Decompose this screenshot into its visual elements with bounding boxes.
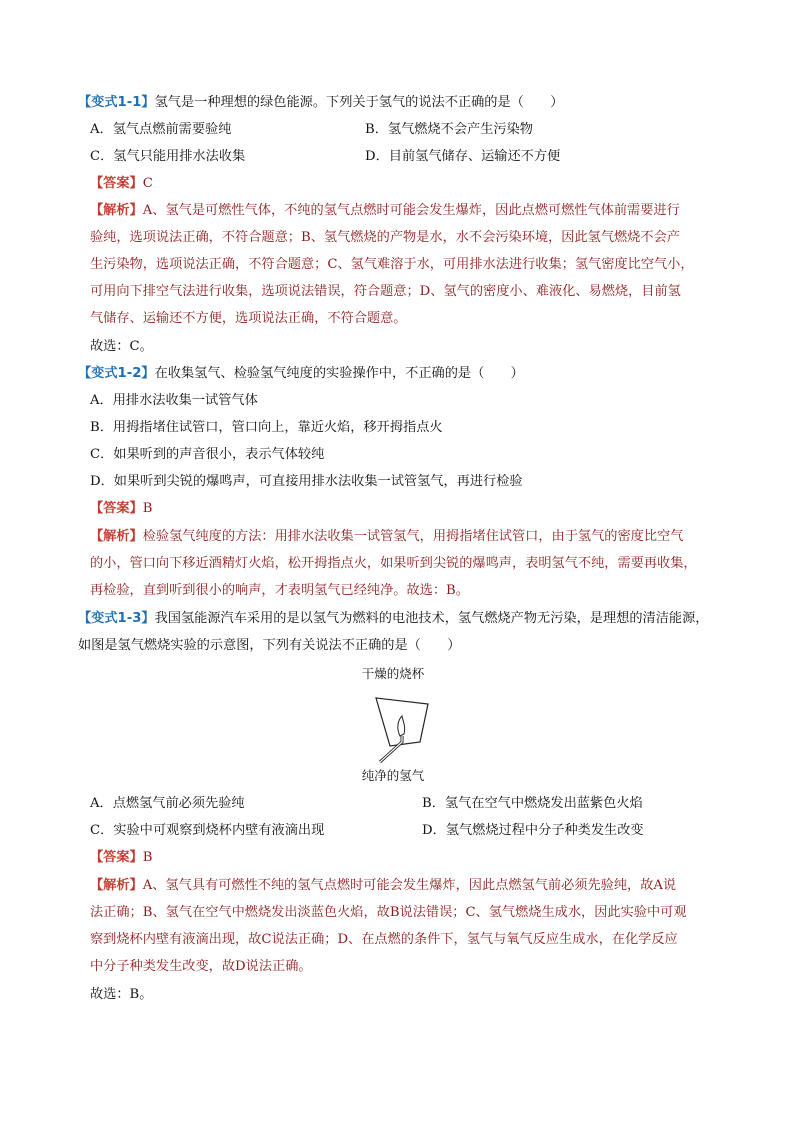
answer-line xyxy=(90,848,152,868)
question-text: 在收集氢气、检验氢气纯度的实验操作中，不正确的是（ ） xyxy=(154,366,524,381)
analysis-tag: 【解析】 xyxy=(90,878,143,893)
analysis-tag: 【解析】 xyxy=(90,203,143,218)
answer-value: B xyxy=(142,850,153,865)
option-a: A．氢气点燃前需要验纯 xyxy=(90,122,232,137)
option-b: B．氢气燃烧不会产生污染物 xyxy=(365,122,533,137)
question-text: 氢气是一种理想的绿色能源。下列关于氢气的说法不正确的是（ ） xyxy=(154,95,564,110)
answer-tag: 【答案】 xyxy=(90,176,143,191)
question-1-3-stem xyxy=(78,609,708,629)
analysis-line: 法正确；B、氢气在空气中燃烧发出淡蓝色火焰，故B说法错误；C、氢气燃烧生成水，因此实验中可观 xyxy=(90,905,687,920)
gas-tube-icon xyxy=(380,736,402,762)
analysis-line: 中分子种类发生改变，故D说法正确。 xyxy=(90,959,312,974)
answer-value: C xyxy=(142,176,153,191)
option-b: B．用拇指堵住试管口，管口向上，靠近火焰，移开拇指点火 xyxy=(90,420,443,435)
option-d: D．目前氢气储存、运输还不方便 xyxy=(365,149,561,164)
option-a: A．用排水法收集一试管气体 xyxy=(90,393,258,408)
question-text: 我国氢能源汽车采用的是以氢气为燃料的电池技术，氢气燃烧产物无污染，是理想的清洁能源， xyxy=(154,611,709,626)
figure-label-hydrogen: 纯净的氢气 xyxy=(361,768,425,783)
hydrogen-combustion-figure xyxy=(340,660,460,790)
option-c: C．实验中可观察到烧杯内壁有液滴出现 xyxy=(90,823,325,838)
option-c: C．氢气只能用排水法收集 xyxy=(90,149,246,164)
question-1-2-stem xyxy=(78,364,524,384)
answer-value: B xyxy=(142,501,153,516)
analysis-line: 【解析】检验氢气纯度的方法：用排水法收集一试管氢气，用拇指堵住试管口，由于氢气的密度比空气 xyxy=(90,529,684,544)
answer-line xyxy=(90,499,152,519)
analysis-line: 验纯，选项说法正确，不符合题意；B、氢气燃烧的产物是水，水不会污染环境，因此氢气燃烧不会产 xyxy=(90,230,680,245)
question-tag: 【变式1-1】 xyxy=(78,95,155,110)
answer-line xyxy=(90,174,153,194)
question-tag: 【变式1-3】 xyxy=(78,611,155,626)
answer-tag: 【答案】 xyxy=(90,850,143,865)
option-d: D．氢气燃烧过程中分子种类发生改变 xyxy=(422,823,644,838)
analysis-line: 生污染物，选项说法正确，不符合题意；C、氢气难溶于水，可用排水法进行收集；氢气密度比空气小， xyxy=(90,257,694,272)
question-tag: 【变式1-2】 xyxy=(78,366,155,381)
flame-icon xyxy=(398,716,405,736)
figure-label-beaker: 干燥的烧杯 xyxy=(361,666,425,681)
option-d: D．如果听到尖锐的爆鸣声，可直接用排水法收集一试管氢气，再进行检验 xyxy=(90,474,523,489)
analysis-line: 的小，管口向下移近酒精灯火焰，松开拇指点火，如果听到尖锐的爆鸣声，表明氢气不纯，需要再收集， xyxy=(90,556,697,571)
analysis-line: 察到烧杯内壁有液滴出现，故C说法正确；D、在点燃的条件下，氢气与氧气反应生成水，在化学反应 xyxy=(90,932,678,947)
question-1-1-stem xyxy=(78,93,563,113)
question-text-continued: 如图是氢气燃烧实验的示意图，下列有关说法不正确的是（ ） xyxy=(78,638,461,653)
analysis-line: 【解析】A、氢气是可燃性气体，不纯的氢气点燃时可能会发生爆炸，因此点燃可燃性气体前需要进行 xyxy=(90,203,680,218)
answer-tag: 【答案】 xyxy=(90,501,143,516)
conclusion-line: 故选：C。 xyxy=(90,339,153,354)
analysis-line: 气储存、运输还不方便，选项说法正确，不符合题意。 xyxy=(90,311,407,326)
analysis-line: 再检验，直到听到很小的响声，才表明氢气已经纯净。故选：B。 xyxy=(90,583,469,598)
option-a: A．点燃氢气前必须先验纯 xyxy=(90,796,245,811)
analysis-tag: 【解析】 xyxy=(90,529,143,544)
analysis-line: 【解析】A、氢气具有可燃性不纯的氢气点燃时可能会发生爆炸，因此点燃氢气前必须先验纯，故A说 xyxy=(90,878,677,893)
conclusion-line: 故选：B。 xyxy=(90,987,153,1002)
option-b: B．氢气在空气中燃烧发出蓝紫色火焰 xyxy=(422,796,643,811)
option-c: C．如果听到的声音很小，表示气体较纯 xyxy=(90,447,325,462)
analysis-line: 可用向下排空气法进行收集，选项说法错误，符合题意；D、氢气的密度小、难液化、易燃烧，目前氢 xyxy=(90,284,681,299)
